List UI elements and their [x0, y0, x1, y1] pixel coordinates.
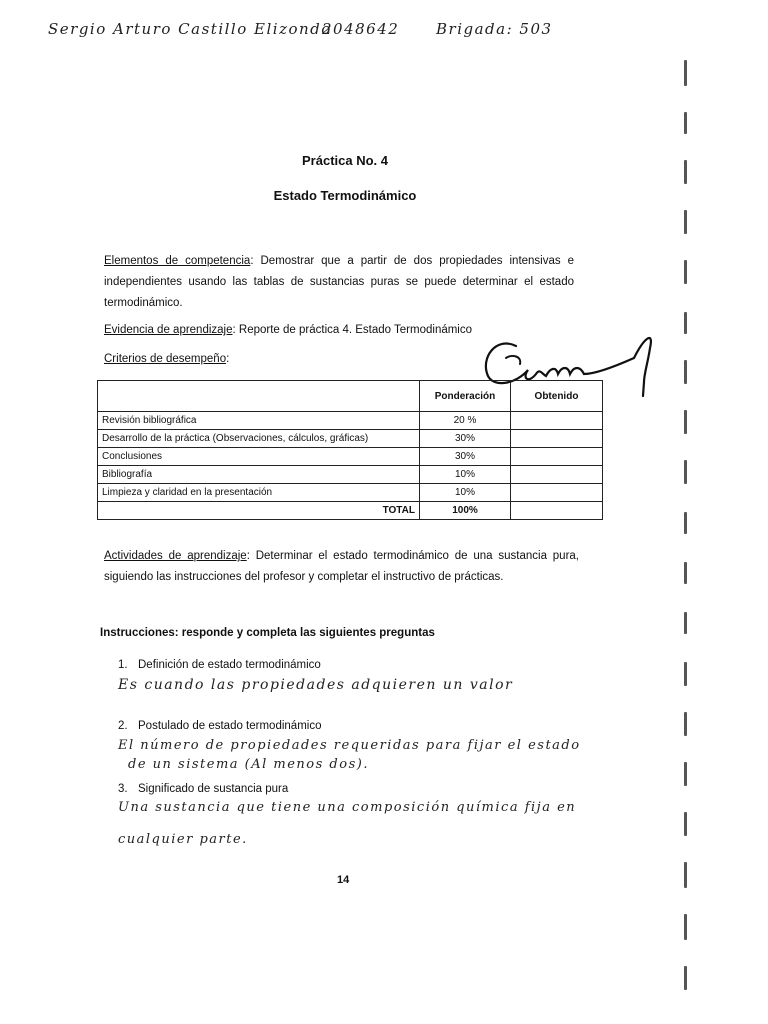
page-subtitle: Estado Termodinámico	[273, 188, 417, 203]
binder-mark	[684, 210, 687, 234]
brigada: Brigada: 503	[436, 20, 553, 38]
criterio-cell: Bibliografía	[98, 466, 420, 484]
binder-mark	[684, 762, 687, 786]
table-header-criterio	[98, 381, 420, 412]
ponderacion-cell: 10%	[420, 484, 511, 502]
binder-mark	[684, 260, 687, 284]
evidencia-text: : Reporte de práctica 4. Estado Termodinámico	[232, 324, 473, 336]
total-label: TOTAL	[98, 502, 420, 520]
table-row	[98, 484, 603, 502]
obtenido-cell	[511, 430, 603, 448]
page-title: Práctica No. 4	[302, 153, 388, 168]
student-name: Sergio Arturo Castillo Elizondo	[48, 20, 332, 38]
binder-mark	[684, 812, 687, 836]
criterios-label: Criterios de desempeño	[104, 353, 227, 365]
criterio-cell: Revisión bibliográfica	[98, 412, 420, 430]
criterios-table	[97, 380, 603, 520]
actividades-label: Actividades de aprendizaje	[104, 550, 247, 562]
total-obtenido-cell	[511, 502, 603, 520]
competencia-text: : Demostrar que a partir de dos propiedades intensivas e independientes usando las tablas de sustancias puras se puede determinar el estado termodinámico.	[104, 255, 575, 309]
binder-mark	[684, 862, 687, 888]
ponderacion-cell: 10%	[420, 466, 511, 484]
page-number: 14	[337, 874, 350, 886]
criterio-cell: Desarrollo de la práctica (Observaciones, cálculos, gráficas)	[98, 430, 420, 448]
ponderacion-cell: 30%	[420, 448, 511, 466]
ponderacion-cell: 30%	[420, 430, 511, 448]
actividades-text: : Determinar el estado termodinámico de una sustancia pura, siguiendo las instrucciones del profesor y completar el instructivo de prácticas.	[104, 550, 579, 583]
answer-2-line-1: El número de propiedades requeridas para fijar el estado	[118, 738, 581, 753]
total-value: 100%	[420, 502, 511, 520]
binder-mark	[684, 966, 687, 990]
obtenido-cell	[511, 466, 603, 484]
criterio-cell: Conclusiones	[98, 448, 420, 466]
binder-mark	[684, 512, 687, 534]
binder-mark	[684, 60, 687, 86]
binder-mark	[684, 562, 687, 584]
question-1: 1. Definición de estado termodinámico	[118, 659, 321, 671]
binder-mark	[684, 360, 687, 384]
obtenido-cell	[511, 484, 603, 502]
competencia-paragraph	[104, 251, 574, 314]
competencia-label: Elementos de competencia	[104, 255, 251, 267]
table-total-row	[98, 502, 603, 520]
table-header-row	[98, 381, 603, 412]
student-id: 2048642	[322, 20, 400, 38]
ponderacion-cell: 20 %	[420, 412, 511, 430]
binder-mark	[684, 410, 687, 434]
binder-mark	[684, 460, 687, 484]
binder-mark	[684, 312, 687, 334]
question-text: Postulado de estado termodinámico	[138, 720, 322, 732]
criterio-cell: Limpieza y claridad en la presentación	[98, 484, 420, 502]
answer-3-line-1: Una sustancia que tiene una composición química fija en	[118, 800, 577, 815]
question-2: 2. Postulado de estado termodinámico	[118, 720, 322, 732]
answer-1: Es cuando las propiedades adquieren un valor	[118, 677, 514, 693]
table-row	[98, 430, 603, 448]
criterios-heading: Criterios de desempeño:	[104, 353, 230, 365]
actividades-paragraph	[104, 546, 579, 588]
answer-3-line-2: cualquier parte.	[118, 832, 248, 847]
table-row	[98, 448, 603, 466]
binder-mark	[684, 712, 687, 736]
table-row	[98, 466, 603, 484]
table-row	[98, 412, 603, 430]
binder-mark	[684, 612, 687, 634]
binder-mark	[684, 160, 687, 184]
obtenido-cell	[511, 448, 603, 466]
table-header-obtenido: Obtenido	[511, 381, 603, 412]
instrucciones-heading: Instrucciones: responde y completa las siguientes preguntas	[100, 627, 435, 639]
obtenido-cell	[511, 412, 603, 430]
binder-mark	[684, 112, 687, 134]
evidencia-label: Evidencia de aprendizaje	[104, 324, 233, 336]
question-3: 3. Significado de sustancia pura	[118, 783, 289, 795]
table-header-ponderacion: Ponderación	[420, 381, 511, 412]
binder-mark	[684, 662, 687, 686]
question-text: Definición de estado termodinámico	[138, 659, 321, 671]
question-text: Significado de sustancia pura	[138, 783, 289, 795]
answer-2-line-2: de un sistema (Al menos dos).	[128, 757, 369, 772]
binder-mark	[684, 914, 687, 940]
